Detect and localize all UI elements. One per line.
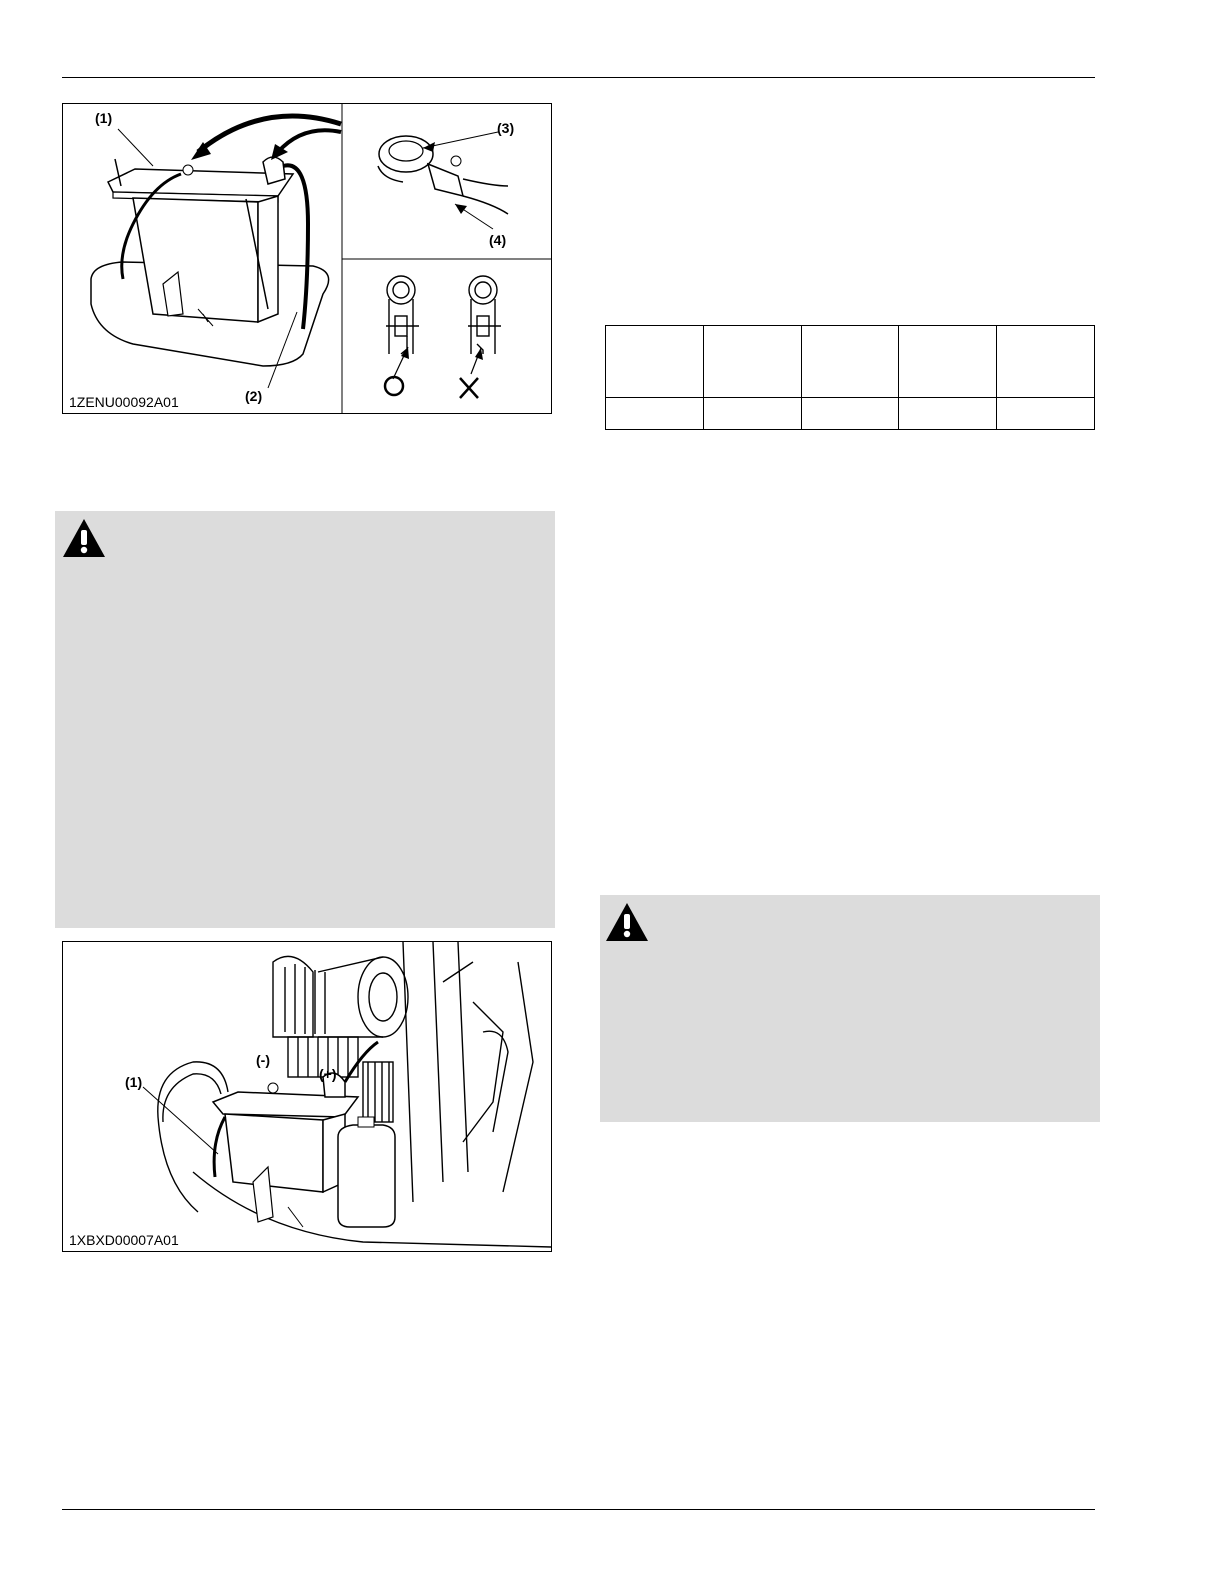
table-cell [606, 398, 704, 430]
table-cell [703, 326, 801, 398]
table-row [606, 326, 1095, 398]
warning-box-left [55, 511, 555, 928]
callout-1: (1) [125, 1074, 143, 1090]
warning-triangle-icon [61, 517, 107, 559]
warning-box-right [600, 895, 1100, 1122]
callout-2: (2) [245, 388, 263, 404]
battery-removal-illustration [63, 104, 551, 413]
callout-3: (3) [497, 120, 515, 136]
callout-minus: (-) [256, 1052, 270, 1068]
table-cell [703, 398, 801, 430]
callout-4: (4) [489, 232, 507, 248]
table-cell [997, 398, 1095, 430]
battery-location-illustration [63, 942, 551, 1251]
table-cell [997, 326, 1095, 398]
battery-location-figure [62, 941, 552, 1252]
table-cell [801, 326, 899, 398]
cross-ng-icon [460, 378, 478, 398]
table-cell [899, 326, 997, 398]
table-cell [899, 398, 997, 430]
battery-terminal-figure [62, 103, 552, 414]
header-rule [62, 77, 1095, 78]
footer-rule [62, 1509, 1095, 1510]
table-row [606, 398, 1095, 430]
spec-table [605, 325, 1095, 430]
circle-ok-icon [385, 377, 403, 395]
callout-1: (1) [95, 110, 113, 126]
figure-code: 1XBXD00007A01 [69, 1232, 179, 1248]
warning-triangle-icon [604, 901, 650, 943]
table-cell [606, 326, 704, 398]
figure-code: 1ZENU00092A01 [69, 394, 179, 410]
callout-plus: (+) [319, 1066, 337, 1082]
table-cell [801, 398, 899, 430]
